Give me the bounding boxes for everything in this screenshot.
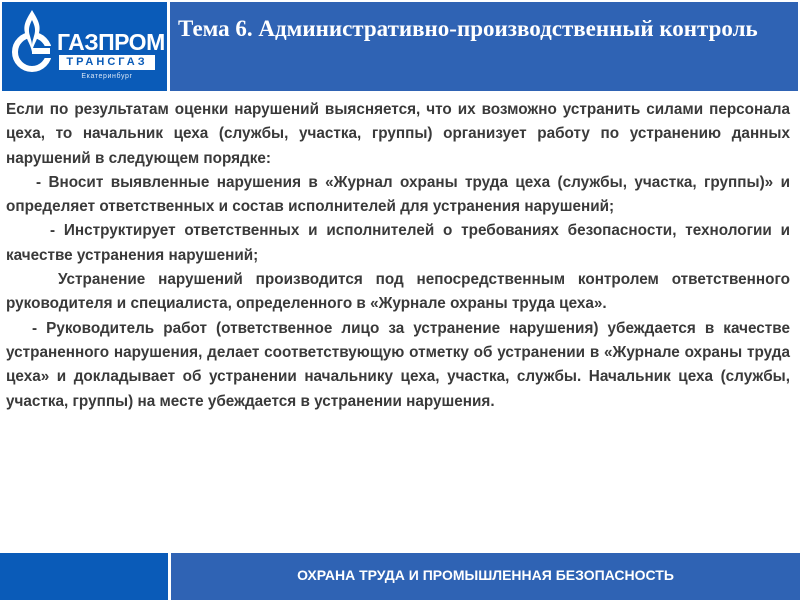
body-text xyxy=(6,98,790,414)
paragraph-step-1: - Вносит выявленные нарушения в «Журнал охраны труда цеха (службы, участка, группы)» и определяет ответственных и состав исполнителей для устранения нарушений; xyxy=(6,173,790,216)
logo-tagline: Екатеринбург xyxy=(81,73,133,80)
logo-subname: ТРАНСГАЗ xyxy=(59,55,155,70)
footer-text: ОХРАНА ТРУДА И ПРОМЫШЛЕННАЯ БЕЗОПАСНОСТЬ xyxy=(297,567,674,583)
paragraph-step-2: - Инструктирует ответственных и исполнителей о требованиях безопасности, технологии и качестве устранения нарушений; xyxy=(6,222,790,264)
footer-bar xyxy=(171,553,800,600)
company-logo xyxy=(2,2,167,91)
page-title: Тема 6. Административно-производственный контроль xyxy=(178,16,758,41)
paragraph-intro: Если по результатам оценки нарушений выясняется, что их возможно устранить силами персонала цеха, то начальник цеха (службы, участка, группы) организует работу по устранению данных нарушений в следующем порядке: xyxy=(6,101,790,167)
title-bar xyxy=(170,2,798,91)
logo-name: ГАЗПРОМ xyxy=(57,29,165,55)
footer-left-block xyxy=(0,553,168,600)
paragraph-step-4: - Руководитель работ (ответственное лицо за устранение нарушения) убеждается в качестве устраненного нарушения, делает соответствующую отметку об устранении в «Журнале охраны труда цеха» и докладывает об устранении начальнику цеха, участка, службы. Начальник цеха (службы, участка, группы) на месте убеждается в устранении нарушения. xyxy=(6,319,790,410)
header xyxy=(0,0,800,93)
paragraph-step-3: Устранение нарушений производится под непосредственным контролем ответственного руководителя и специалиста, определенного в «Журнале охраны труда цеха». xyxy=(6,271,790,313)
